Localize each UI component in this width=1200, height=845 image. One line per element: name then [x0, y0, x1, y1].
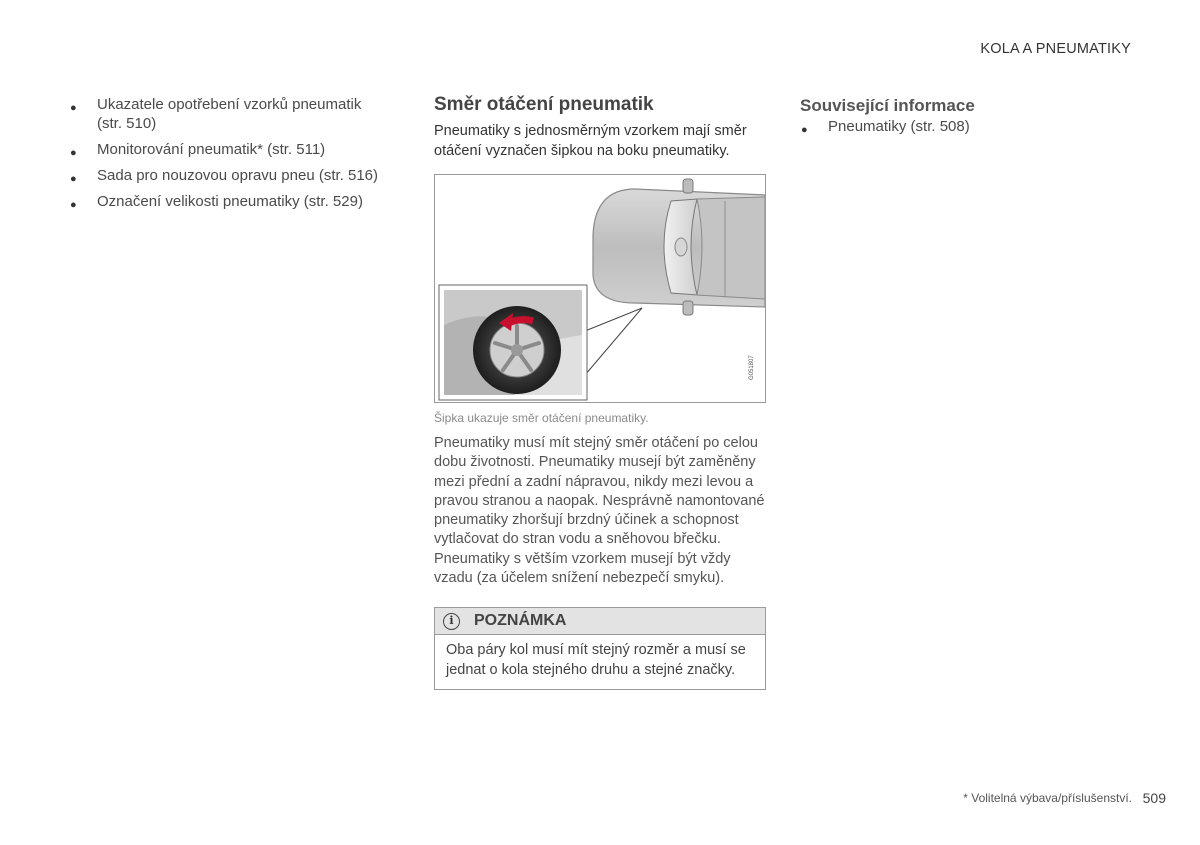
list-item[interactable]	[67, 192, 387, 211]
list-item-text: Ukazatele opotřebení vzorků pneumatik (str. 510)	[97, 96, 362, 132]
bullet-icon: ●	[70, 173, 77, 185]
bullet-icon: ●	[70, 102, 77, 114]
note-header	[435, 608, 765, 635]
related-information	[800, 96, 1120, 136]
related-link[interactable]	[800, 117, 1120, 136]
note-title: POZNÁMKA	[474, 612, 567, 629]
main-column	[434, 94, 769, 678]
section-title: Směr otáčení pneumatik	[434, 94, 654, 115]
tire-detail-inset	[439, 285, 587, 400]
bullet-icon: ●	[70, 199, 77, 211]
list-item[interactable]	[67, 166, 387, 185]
related-link-text: Pneumatiky (str. 508)	[828, 118, 970, 135]
bullet-icon: ●	[801, 124, 808, 136]
related-title: Související informace	[800, 96, 975, 115]
note-text: Oba páry kol musí mít stejný rozměr a musí se jednat o kola stejného druhu a stejné značky.	[446, 642, 746, 678]
cross-reference-list	[67, 95, 387, 211]
list-item-text: Sada pro nouzovou opravu pneu (str. 516)	[97, 167, 379, 184]
info-icon: i	[443, 613, 460, 630]
figure-code: G051807	[749, 355, 755, 380]
tire-rotation-illustration	[434, 174, 766, 403]
bullet-icon: ●	[70, 147, 77, 159]
list-item-text: Monitorování pneumatik* (str. 511)	[97, 141, 326, 158]
car-top-view	[593, 179, 765, 315]
list-item-text: Označení velikosti pneumatiky (str. 529)	[97, 193, 363, 210]
related-list	[800, 117, 1120, 136]
left-column	[67, 95, 387, 218]
body-paragraph: Pneumatiky musí mít stejný směr otáčení po celou dobu životnosti. Pneumatiky musejí být zaměněny mezi přední a zadní nápravou, nikdy mezi levou a pravou stranou a naopak. Nesprávně namontované pneumatiky zhoršují brzdný účinek a schopnost vytlačovat do stran vodu a sněhovou břečku. Pneumatiky s větším vzorkem musejí být vždy vzadu (za účelem snížení nebezpečí smyku).	[434, 435, 765, 587]
figure-caption: Šipka ukazuje směr otáčení pneumatiky.	[434, 411, 649, 425]
intro-text: Pneumatiky s jednosměrným vzorkem mají směr otáčení vyznačen šipkou na boku pneumatiky.	[434, 123, 747, 159]
running-header: KOLA A PNEUMATIKY	[980, 41, 1131, 57]
list-item[interactable]	[67, 95, 387, 133]
footnote: * Volitelná výbava/příslušenství.	[963, 791, 1132, 805]
list-item[interactable]	[67, 140, 387, 159]
note-box	[434, 607, 766, 690]
page-number: 509	[1142, 790, 1166, 806]
